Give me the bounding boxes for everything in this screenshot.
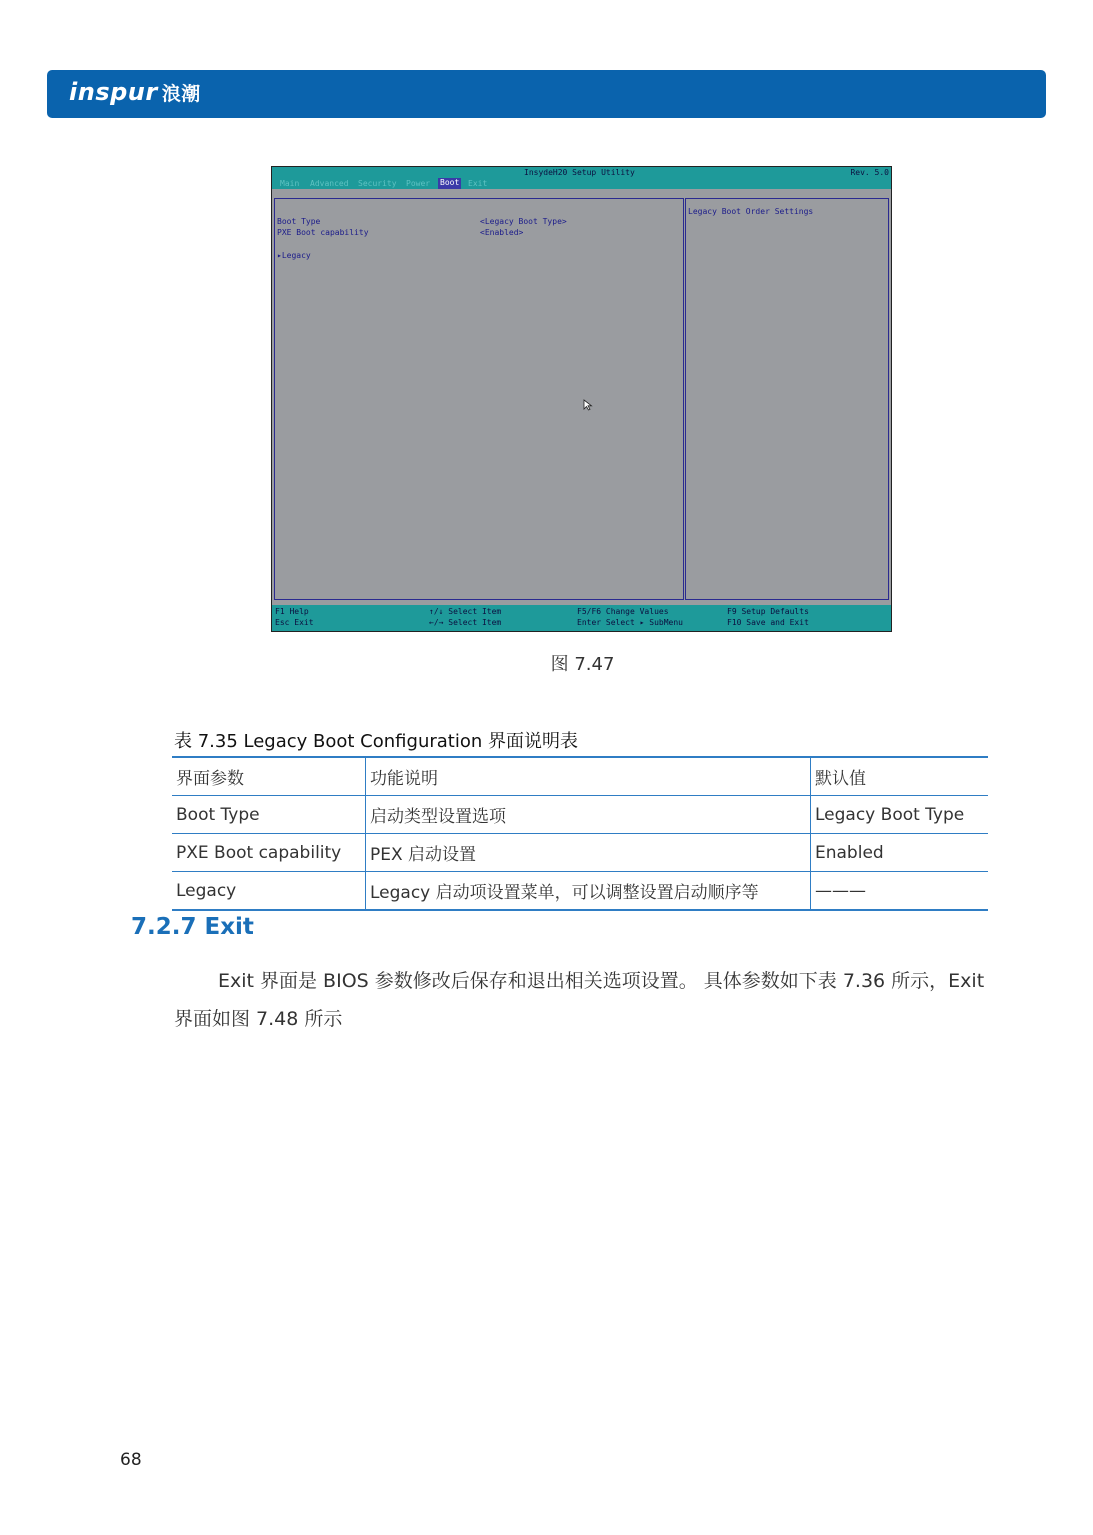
- bios-tab-advanced[interactable]: Advanced: [310, 179, 349, 188]
- bios-tab-main[interactable]: Main: [280, 179, 300, 188]
- table-header-cell: 默认值: [811, 757, 989, 796]
- body-paragraph: Exit 界面是 BIOS 参数修改后保存和退出相关选项设置。 具体参数如下表 7.36 所示，Exit 界面如图 7.48 所示: [174, 970, 985, 1030]
- table-title: 表 7.35 Legacy Boot Configuration 界面说明表: [174, 731, 578, 752]
- page-number: 68: [120, 1450, 142, 1470]
- footer-esc: Esc Exit: [275, 618, 314, 627]
- bios-tab-exit[interactable]: Exit: [468, 179, 488, 188]
- footer-f9: F9 Setup Defaults: [727, 607, 809, 616]
- section-heading: 7.2.7 Exit: [131, 914, 254, 940]
- logo-latin: inspur: [69, 78, 158, 106]
- table-row: [172, 834, 988, 872]
- bios-item-label[interactable]: PXE Boot capability: [277, 228, 369, 237]
- table-cell: PXE Boot capability: [172, 834, 366, 872]
- parameter-table: [172, 756, 988, 911]
- bios-tab-bar: [272, 178, 891, 189]
- bios-item-value[interactable]: <Enabled>: [480, 228, 524, 237]
- bios-main-panel: [274, 198, 684, 600]
- inspur-logo: [69, 78, 201, 106]
- footer-leftright: ←/→ Select Item: [429, 618, 502, 627]
- table-row: [172, 872, 988, 911]
- table-cell: Boot Type: [172, 796, 366, 834]
- bios-help-panel: [685, 198, 889, 600]
- bios-revision: Rev. 5.0: [850, 168, 889, 177]
- bios-submenu-legacy[interactable]: ▸Legacy: [277, 251, 311, 260]
- bios-footer: [272, 605, 891, 631]
- table-cell: Legacy Boot Type: [811, 796, 989, 834]
- table-header-cell: 界面参数: [172, 757, 366, 796]
- bios-tab-boot[interactable]: Boot: [440, 178, 460, 187]
- table-cell: 启动类型设置选项: [366, 796, 811, 834]
- footer-f5f6: F5/F6 Change Values: [577, 607, 669, 616]
- bios-item-label[interactable]: Boot Type: [277, 217, 321, 226]
- mouse-cursor-icon: [583, 399, 595, 411]
- figure-caption: 图 7.47: [550, 654, 615, 675]
- bios-title: InsydeH20 Setup Utility: [524, 168, 635, 177]
- bios-item-value[interactable]: <Legacy Boot Type>: [480, 217, 567, 226]
- table-cell: PEX 启动设置: [366, 834, 811, 872]
- table-cell: Legacy: [172, 872, 366, 911]
- logo-cn: 浪潮: [161, 83, 201, 105]
- table-cell: Enabled: [811, 834, 989, 872]
- table-header-cell: 功能说明: [366, 757, 811, 796]
- footer-enter: Enter Select ▸ SubMenu: [577, 618, 683, 627]
- table-row: [172, 796, 988, 834]
- footer-updown: ↑/↓ Select Item: [429, 607, 502, 616]
- bios-tab-power[interactable]: Power: [406, 179, 431, 188]
- footer-f1: F1 Help: [275, 607, 309, 616]
- bios-help-text: Legacy Boot Order Settings: [688, 207, 814, 216]
- footer-f10: F10 Save and Exit: [727, 618, 809, 627]
- table-header-row: [172, 757, 988, 796]
- bios-tab-security[interactable]: Security: [358, 179, 397, 188]
- table-cell: ———: [811, 872, 989, 911]
- table-cell: Legacy 启动项设置菜单，可以调整设置启动顺序等: [366, 872, 811, 911]
- header-bar: [47, 70, 1046, 118]
- bios-screenshot: [271, 166, 892, 632]
- bios-title-bar: [272, 167, 891, 178]
